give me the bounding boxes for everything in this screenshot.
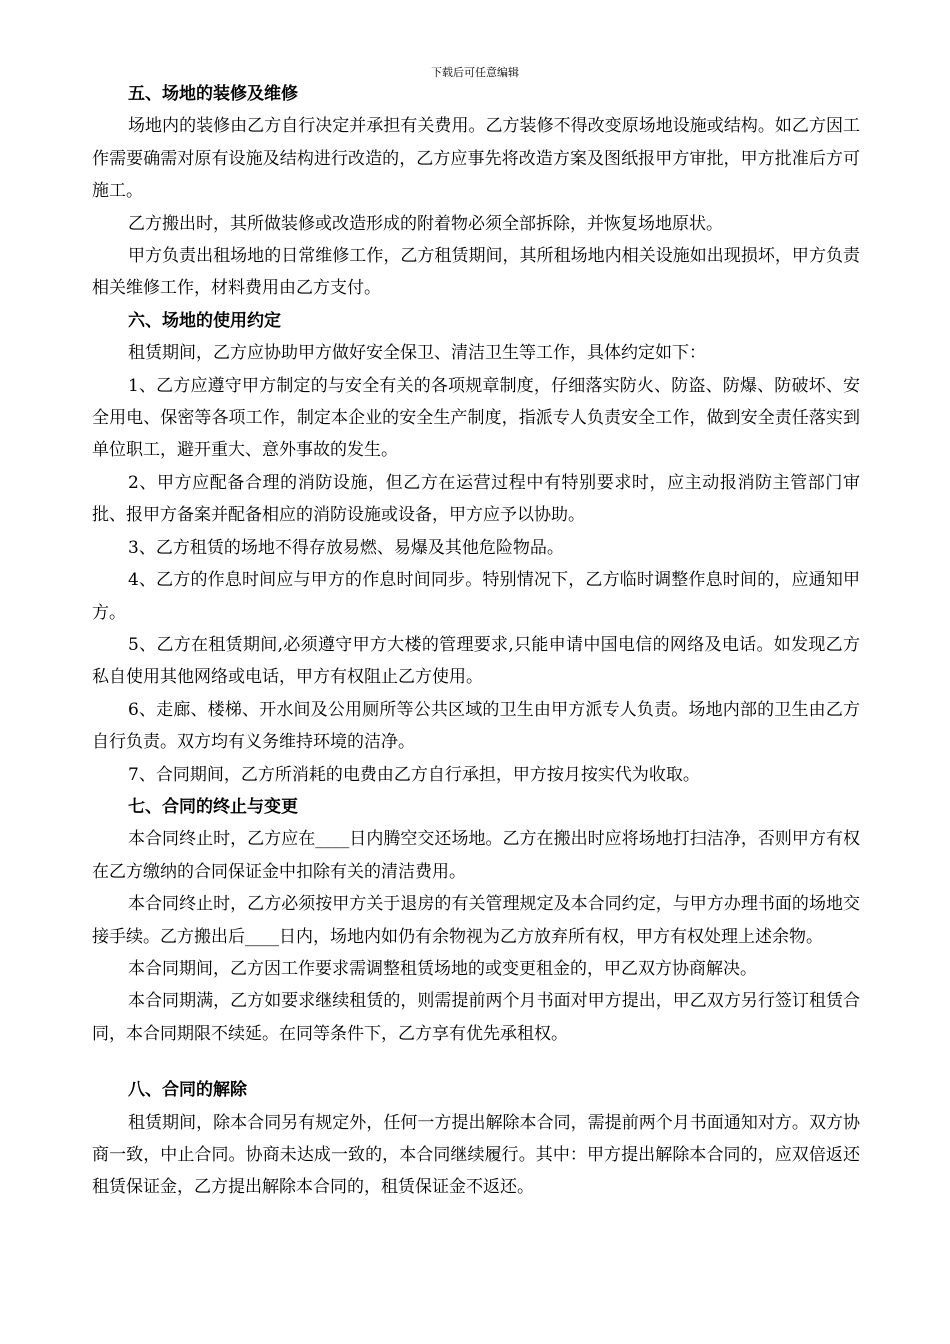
header-note: 下载后可任意编辑 [431, 66, 519, 79]
section-5-paragraph-2: 乙方搬出时，其所做装修或改造形成的附着物必须全部拆除，并恢复场地原状。 [128, 213, 723, 234]
section-6-intro: 租赁期间，乙方应协助甲方做好安全保卫、清洁卫生等工作，具体约定如下： [128, 343, 706, 364]
document-body [92, 78, 860, 1204]
section-5-paragraph-3: 甲方负责出租场地的日常维修工作，乙方租赁期间，其所租场地内相关设施如出现损坏，甲方负责相关维修工作，材料费用由乙方支付。 [92, 246, 860, 299]
section-7-paragraph-4: 本合同期满，乙方如要求继续租赁的，则需提前两个月书面对甲方提出，甲乙双方另行签订租赁合同，本合同期限不续延。在同等条件下，乙方享有优先承租权。 [92, 991, 860, 1044]
section-6-item-5: 5、乙方在租赁期间,必须遵守甲方大楼的管理要求,只能申请中国电信的网络及电话。如发现乙方私自使用其他网络或电话，甲方有权阻止乙方使用。 [92, 634, 860, 688]
section-6-item-4: 4、乙方的作息时间应与甲方的作息时间同步。特别情况下，乙方临时调整作息时间的，应通知甲方。 [92, 570, 860, 623]
section-6-item-3: 3、乙方租赁的场地不得存放易燃、易爆及其他危险物品。 [128, 537, 564, 558]
section-7-paragraph-3: 本合同期间，乙方因工作要求需调整租赁场地的或变更租金的，甲乙双方协商解决。 [128, 958, 757, 979]
section-8-paragraph-1: 租赁期间，除本合同另有规定外，任何一方提出解除本合同，需提前两个月书面通知对方。双方协商一致，中止合同。协商未达成一致的，本合同继续履行。其中：甲方提出解除本合同的，应双倍返还租赁保证金，乙方提出解除本合同的，租赁保证金不返还。 [92, 1112, 860, 1198]
section-5-heading: 五、场地的装修及维修 [128, 84, 298, 104]
section-5-paragraph-1: 场地内的装修由乙方自行决定并承担有关费用。乙方装修不得改变原场地设施或结构。如乙方因工作需要确需对原有设施及结构进行改造的，乙方应事先将改造方案及图纸报甲方审批，甲方批准后方可施工。 [92, 116, 860, 202]
section-7-paragraph-2: 本合同终止时，乙方必须按甲方关于退房的有关管理规定及本合同约定，与甲方办理书面的场地交接手续。乙方搬出后____日内，场地内如仍有余物视为乙方放弃所有权，甲方有权处理上述余物。 [92, 894, 860, 947]
section-6-item-6: 6、走廊、楼梯、开水间及公用厕所等公共区域的卫生由甲方派专人负责。场地内部的卫生由乙方自行负责。双方均有义务维持环境的洁净。 [92, 699, 860, 753]
section-spacer [92, 1050, 860, 1074]
section-6-item-1: 1、乙方应遵守甲方制定的与安全有关的各项规章制度，仔细落实防火、防盗、防爆、防破坏、安全用电、保密等各项工作，制定本企业的安全生产制度，指派专人负责安全工作，做到安全责任落实到单位职工，避开重大、意外事故的发生。 [92, 375, 860, 461]
section-8-heading: 八、合同的解除 [128, 1080, 247, 1101]
section-6-item-7: 7、合同期间，乙方所消耗的电费由乙方自行承担，甲方按月按实代为收取。 [128, 764, 700, 785]
section-7-paragraph-1: 本合同终止时，乙方应在____日内腾空交还场地。乙方在搬出时应将场地打扫洁净，否则甲方有权在乙方缴纳的合同保证金中扣除有关的清洁费用。 [92, 829, 860, 882]
section-6-item-2: 2、甲方应配备合理的消防设施，但乙方在运营过程中有特别要求时，应主动报消防主管部门审批、报甲方备案并配备相应的消防设施或设备，甲方应予以协助。 [92, 472, 860, 526]
section-6-heading: 六、场地的使用约定 [128, 310, 281, 331]
section-7-heading: 七、合同的终止与变更 [128, 796, 298, 817]
